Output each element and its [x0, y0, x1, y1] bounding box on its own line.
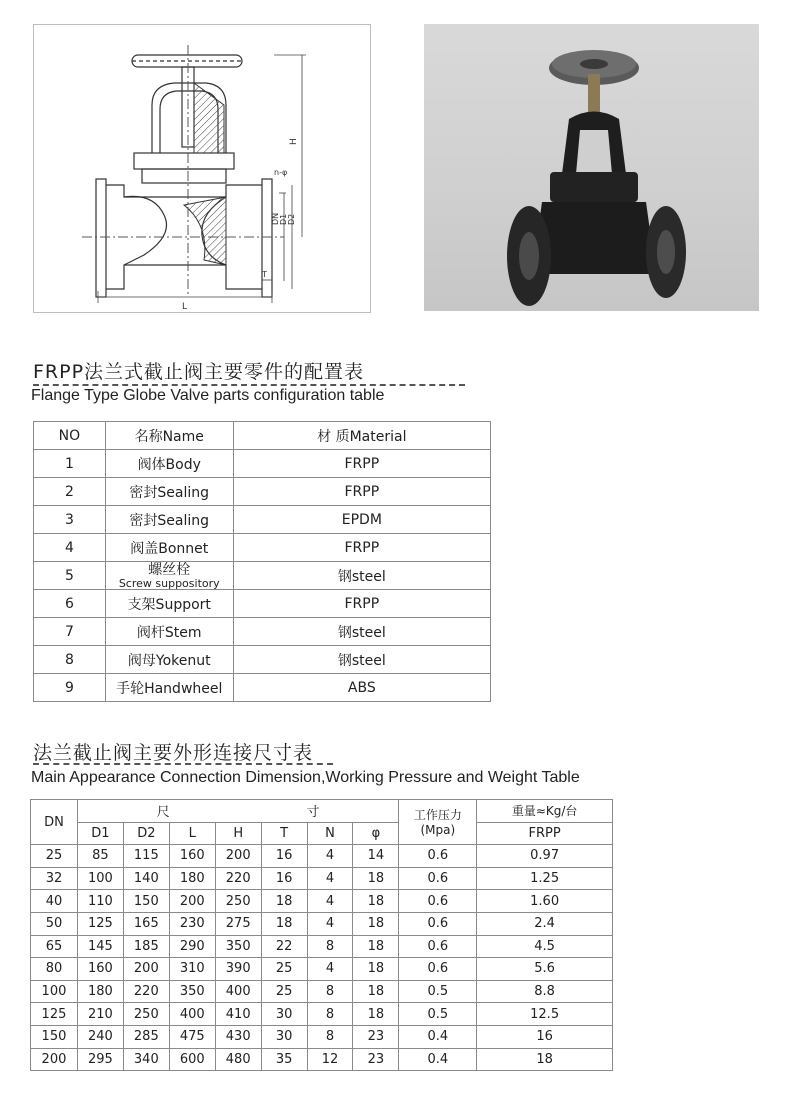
cell-d2: 285 — [123, 1025, 169, 1048]
section-divider — [33, 763, 333, 765]
cell-pressure: 0.6 — [399, 958, 477, 981]
table-row — [34, 450, 491, 478]
subheader-cell: L — [169, 822, 215, 845]
part-name-label: 阀杆Stem — [136, 624, 202, 641]
cell-t: 25 — [261, 980, 307, 1003]
part-no: 3 — [34, 506, 106, 534]
cell-h: 250 — [215, 890, 261, 913]
table-row — [31, 980, 613, 1003]
cell-t: 30 — [261, 1003, 307, 1026]
cell-l: 200 — [169, 890, 215, 913]
table-header-row — [34, 422, 491, 450]
header-material-frpp: FRPP — [477, 822, 613, 845]
cell-weight: 4.5 — [477, 935, 613, 958]
section-hatching — [184, 197, 226, 265]
cell-d2: 140 — [123, 867, 169, 890]
cell-d1: 145 — [77, 935, 123, 958]
part-name — [105, 562, 233, 590]
cell-n: 4 — [307, 958, 353, 981]
cell-pressure: 0.6 — [399, 867, 477, 890]
cell-phi: 18 — [353, 958, 399, 981]
parts-configuration-table — [33, 421, 491, 702]
dim-label-d2: D2 — [287, 213, 296, 225]
header-name: 名称Name — [105, 422, 233, 450]
cell-pressure: 0.5 — [399, 1003, 477, 1026]
header-pressure-unit: (Mpa) — [420, 823, 456, 837]
table-row — [34, 506, 491, 534]
subheader-cell: N — [307, 822, 353, 845]
cell-t: 25 — [261, 958, 307, 981]
cell-h: 275 — [215, 912, 261, 935]
part-material: FRPP — [233, 450, 490, 478]
cell-d1: 125 — [77, 912, 123, 935]
cell-phi: 18 — [353, 1003, 399, 1026]
part-name-label: 阀体Body — [137, 456, 201, 473]
part-no: 2 — [34, 478, 106, 506]
cell-pressure: 0.6 — [399, 935, 477, 958]
header-dn: DN — [31, 800, 78, 845]
cell-t: 18 — [261, 912, 307, 935]
cell-d1: 110 — [77, 890, 123, 913]
cell-l: 230 — [169, 912, 215, 935]
cell-phi: 18 — [353, 980, 399, 1003]
part-no: 9 — [34, 674, 106, 702]
cell-phi: 18 — [353, 890, 399, 913]
part-no: 5 — [34, 562, 106, 590]
cell-h: 220 — [215, 867, 261, 890]
header-material: 材 质Material — [233, 422, 490, 450]
header-size-a: 尺 — [156, 805, 170, 821]
cell-l: 350 — [169, 980, 215, 1003]
cell-n: 8 — [307, 935, 353, 958]
part-material: 钢steel — [233, 646, 490, 674]
table-row — [34, 590, 491, 618]
cell-d1: 85 — [77, 845, 123, 868]
subheader-cell: H — [215, 822, 261, 845]
cell-pressure: 0.4 — [399, 1048, 477, 1071]
part-name-label: 密封Sealing — [129, 512, 210, 529]
cell-n: 4 — [307, 845, 353, 868]
cell-l: 310 — [169, 958, 215, 981]
table-row — [31, 958, 613, 981]
cell-pressure: 0.6 — [399, 912, 477, 935]
part-no: 8 — [34, 646, 106, 674]
cell-t: 18 — [261, 890, 307, 913]
part-material: FRPP — [233, 590, 490, 618]
header-weight: 重量≈Kg/台 — [477, 800, 613, 823]
table-row — [34, 478, 491, 506]
part-name — [105, 478, 233, 506]
cell-weight: 12.5 — [477, 1003, 613, 1026]
cell-weight: 1.60 — [477, 890, 613, 913]
dimension-section-title: 法兰截止阀主要外形连接尺寸表 — [33, 742, 314, 764]
table-row — [31, 1025, 613, 1048]
cell-n: 4 — [307, 867, 353, 890]
cell-d2: 165 — [123, 912, 169, 935]
cell-h: 400 — [215, 980, 261, 1003]
cell-dn: 50 — [31, 912, 78, 935]
dim-label-d1: D1 — [279, 213, 288, 225]
cell-t: 22 — [261, 935, 307, 958]
table-row — [34, 674, 491, 702]
part-name-label: 手轮Handwheel — [116, 680, 223, 697]
dim-label-dn: DN — [271, 212, 280, 225]
subheader-cell: φ — [353, 822, 399, 845]
cell-dn: 125 — [31, 1003, 78, 1026]
dimension-table-body — [31, 845, 613, 1071]
cell-dn: 65 — [31, 935, 78, 958]
table-row — [34, 618, 491, 646]
cell-h: 350 — [215, 935, 261, 958]
part-material: 钢steel — [233, 618, 490, 646]
cell-d2: 200 — [123, 958, 169, 981]
dim-label-t: T — [262, 270, 267, 279]
table-row — [31, 935, 613, 958]
part-name — [105, 590, 233, 618]
cell-dn: 100 — [31, 980, 78, 1003]
cell-phi: 23 — [353, 1048, 399, 1071]
subheader-cell: D2 — [123, 822, 169, 845]
cell-weight: 0.97 — [477, 845, 613, 868]
cell-n: 4 — [307, 890, 353, 913]
cell-phi: 14 — [353, 845, 399, 868]
cell-phi: 18 — [353, 867, 399, 890]
cell-d2: 150 — [123, 890, 169, 913]
part-name — [105, 534, 233, 562]
header-no: NO — [34, 422, 106, 450]
table-header-row — [31, 800, 613, 823]
part-name-label: 支架Support — [127, 596, 211, 613]
valve-product-photo — [424, 24, 759, 311]
part-material: ABS — [233, 674, 490, 702]
table-row — [31, 845, 613, 868]
cell-weight: 8.8 — [477, 980, 613, 1003]
valve-outline — [96, 55, 272, 297]
cell-weight: 18 — [477, 1048, 613, 1071]
cell-weight: 5.6 — [477, 958, 613, 981]
cell-n: 8 — [307, 1025, 353, 1048]
cell-d2: 250 — [123, 1003, 169, 1026]
subheader-cell: T — [261, 822, 307, 845]
cell-d1: 100 — [77, 867, 123, 890]
cell-pressure: 0.6 — [399, 890, 477, 913]
valve-technical-drawing — [33, 24, 371, 313]
cell-d1: 240 — [77, 1025, 123, 1048]
valve-photo-svg — [424, 24, 759, 311]
part-material: FRPP — [233, 478, 490, 506]
parts-section-title: FRPP法兰式截止阀主要零件的配置表 — [33, 361, 365, 383]
cell-l: 290 — [169, 935, 215, 958]
section-hatching — [194, 83, 224, 153]
table-row — [31, 1003, 613, 1026]
header-size — [77, 800, 398, 823]
dim-label-l: L — [182, 302, 188, 312]
cell-dn: 40 — [31, 890, 78, 913]
cell-d1: 210 — [77, 1003, 123, 1026]
cell-n: 8 — [307, 980, 353, 1003]
part-name-label: 螺丝栓 — [148, 561, 191, 578]
cell-dn: 32 — [31, 867, 78, 890]
cell-l: 160 — [169, 845, 215, 868]
header-pressure-label: 工作压力 — [413, 808, 462, 822]
cell-d2: 185 — [123, 935, 169, 958]
table-row — [34, 646, 491, 674]
section-divider — [33, 384, 465, 386]
valve-drawing-svg — [34, 25, 370, 312]
part-name-label: 阀母Yokenut — [127, 652, 211, 669]
part-no: 1 — [34, 450, 106, 478]
header-size-b: 寸 — [306, 805, 320, 821]
cell-phi: 23 — [353, 1025, 399, 1048]
cell-dn: 150 — [31, 1025, 78, 1048]
cell-h: 200 — [215, 845, 261, 868]
header-pressure — [399, 800, 477, 845]
cell-n: 8 — [307, 1003, 353, 1026]
part-no: 7 — [34, 618, 106, 646]
cell-h: 480 — [215, 1048, 261, 1071]
part-material: FRPP — [233, 534, 490, 562]
dim-label-n-phi: n-φ — [274, 168, 288, 177]
cell-d2: 115 — [123, 845, 169, 868]
cell-dn: 200 — [31, 1048, 78, 1071]
table-row — [34, 534, 491, 562]
cell-dn: 80 — [31, 958, 78, 981]
part-name-sub: Screw suppository — [118, 576, 220, 590]
part-no: 6 — [34, 590, 106, 618]
cell-phi: 18 — [353, 912, 399, 935]
part-name — [105, 618, 233, 646]
cell-d1: 180 — [77, 980, 123, 1003]
cell-l: 600 — [169, 1048, 215, 1071]
table-row — [31, 867, 613, 890]
table-row — [31, 1048, 613, 1071]
dimension-table — [30, 799, 613, 1071]
table-row — [31, 912, 613, 935]
parts-table-body — [34, 450, 491, 702]
subheader-cell: D1 — [77, 822, 123, 845]
cell-t: 16 — [261, 845, 307, 868]
cell-dn: 25 — [31, 845, 78, 868]
cell-weight: 16 — [477, 1025, 613, 1048]
cell-t: 16 — [261, 867, 307, 890]
cell-n: 4 — [307, 912, 353, 935]
cell-n: 12 — [307, 1048, 353, 1071]
part-no: 4 — [34, 534, 106, 562]
cell-h: 390 — [215, 958, 261, 981]
part-name — [105, 506, 233, 534]
cell-d2: 220 — [123, 980, 169, 1003]
cell-phi: 18 — [353, 935, 399, 958]
cell-h: 410 — [215, 1003, 261, 1026]
table-row — [34, 562, 491, 590]
cell-pressure: 0.6 — [399, 845, 477, 868]
part-name — [105, 646, 233, 674]
cell-l: 475 — [169, 1025, 215, 1048]
cell-d2: 340 — [123, 1048, 169, 1071]
cell-l: 400 — [169, 1003, 215, 1026]
cell-l: 180 — [169, 867, 215, 890]
cell-t: 30 — [261, 1025, 307, 1048]
cell-d1: 295 — [77, 1048, 123, 1071]
part-name-label: 阀盖Bonnet — [130, 540, 209, 557]
part-name — [105, 450, 233, 478]
cell-t: 35 — [261, 1048, 307, 1071]
table-subheader-row — [31, 822, 613, 845]
part-material: 钢steel — [233, 562, 490, 590]
dim-label-h: H — [289, 138, 299, 145]
dimension-section-subtitle: Main Appearance Connection Dimension,Working Pressure and Weight Table — [31, 769, 580, 786]
part-name — [105, 674, 233, 702]
part-name-label: 密封Sealing — [129, 484, 210, 501]
parts-section-subtitle: Flange Type Globe Valve parts configuration table — [31, 387, 385, 404]
cell-weight: 2.4 — [477, 912, 613, 935]
cell-weight: 1.25 — [477, 867, 613, 890]
cell-d1: 160 — [77, 958, 123, 981]
part-material: EPDM — [233, 506, 490, 534]
cell-pressure: 0.5 — [399, 980, 477, 1003]
table-row — [31, 890, 613, 913]
cell-h: 430 — [215, 1025, 261, 1048]
cell-pressure: 0.4 — [399, 1025, 477, 1048]
